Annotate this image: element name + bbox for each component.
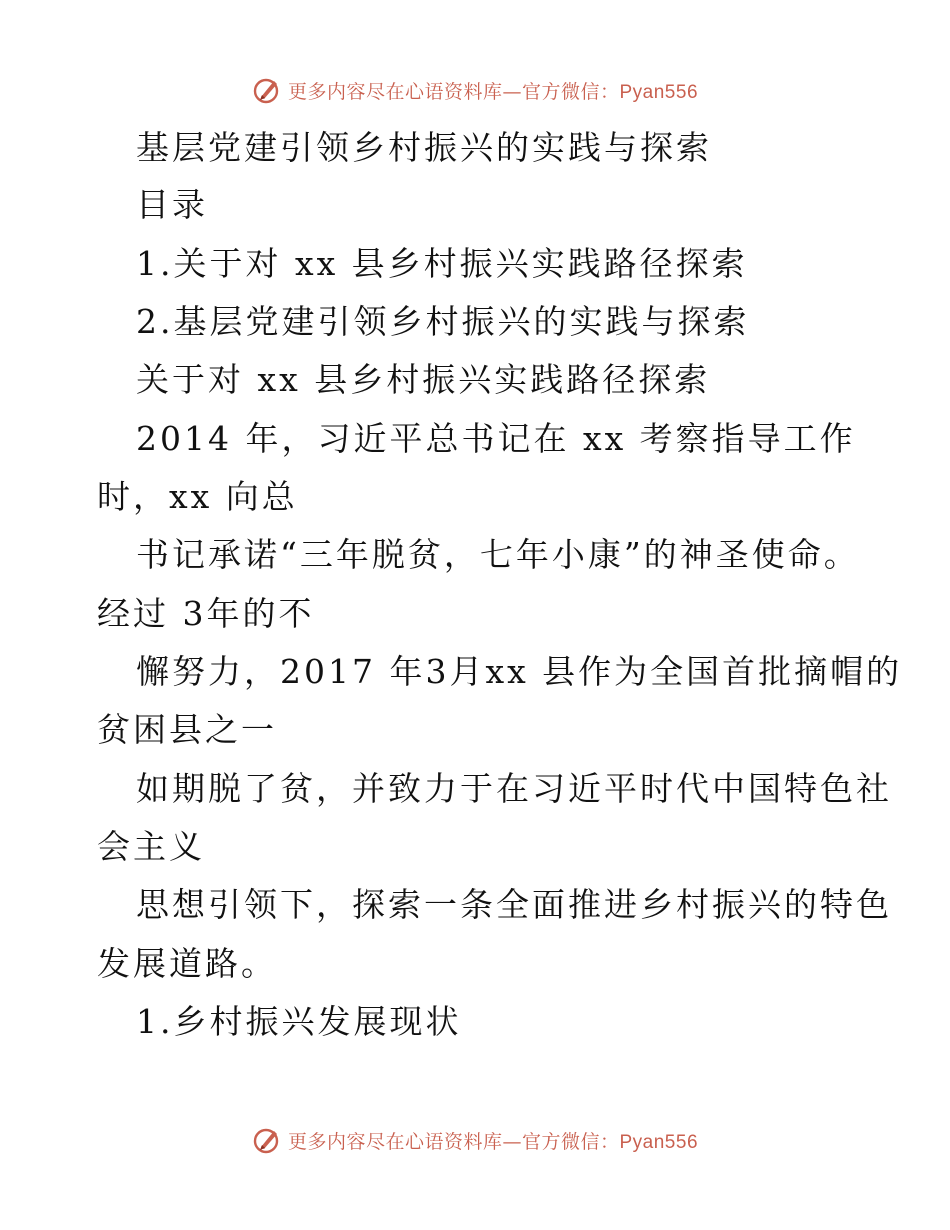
paragraph-line: 会主义 xyxy=(97,827,205,866)
watermark-text: 更多内容尽在心语资料库—官方微信：Pyan556 xyxy=(287,80,699,103)
paragraph-line: 懈努力，2017 年3月xx 县作为全国首批摘帽的 xyxy=(136,652,903,691)
paragraph-line: 贫困县之一 xyxy=(97,710,277,749)
toc-heading: 目录 xyxy=(136,185,208,224)
header-watermark xyxy=(0,72,950,108)
document-title: 基层党建引领乡村振兴的实践与探索 xyxy=(136,128,712,167)
subsection-heading: 1.乡村振兴发展现状 xyxy=(136,1002,462,1041)
paragraph-line: 经过 3年的不 xyxy=(97,594,315,633)
watermark-text: 更多内容尽在心语资料库—官方微信：Pyan556 xyxy=(287,1130,699,1153)
paragraph-line: 如期脱了贫，并致力于在习近平时代中国特色社 xyxy=(136,769,892,808)
paragraph-line: 书记承诺“三年脱贫，七年小康”的神圣使命。 xyxy=(136,535,860,574)
footer-watermark xyxy=(0,1122,950,1158)
paragraph-line: 2014 年，习近平总书记在 xx 考察指导工作 xyxy=(136,419,856,458)
quill-pen-logo-icon xyxy=(252,1125,282,1155)
paragraph-line: 发展道路。 xyxy=(97,944,277,983)
paragraph-line: 思想引领下，探索一条全面推进乡村振兴的特色 xyxy=(136,885,892,924)
paragraph-line: 时，xx 向总 xyxy=(97,477,298,516)
section-heading: 关于对 xx 县乡村振兴实践路径探索 xyxy=(136,360,711,399)
toc-item-2: 2.基层党建引领乡村振兴的实践与探索 xyxy=(136,302,750,341)
toc-item-1: 1.关于对 xx 县乡村振兴实践路径探索 xyxy=(136,244,748,283)
quill-pen-logo-icon xyxy=(252,75,282,105)
